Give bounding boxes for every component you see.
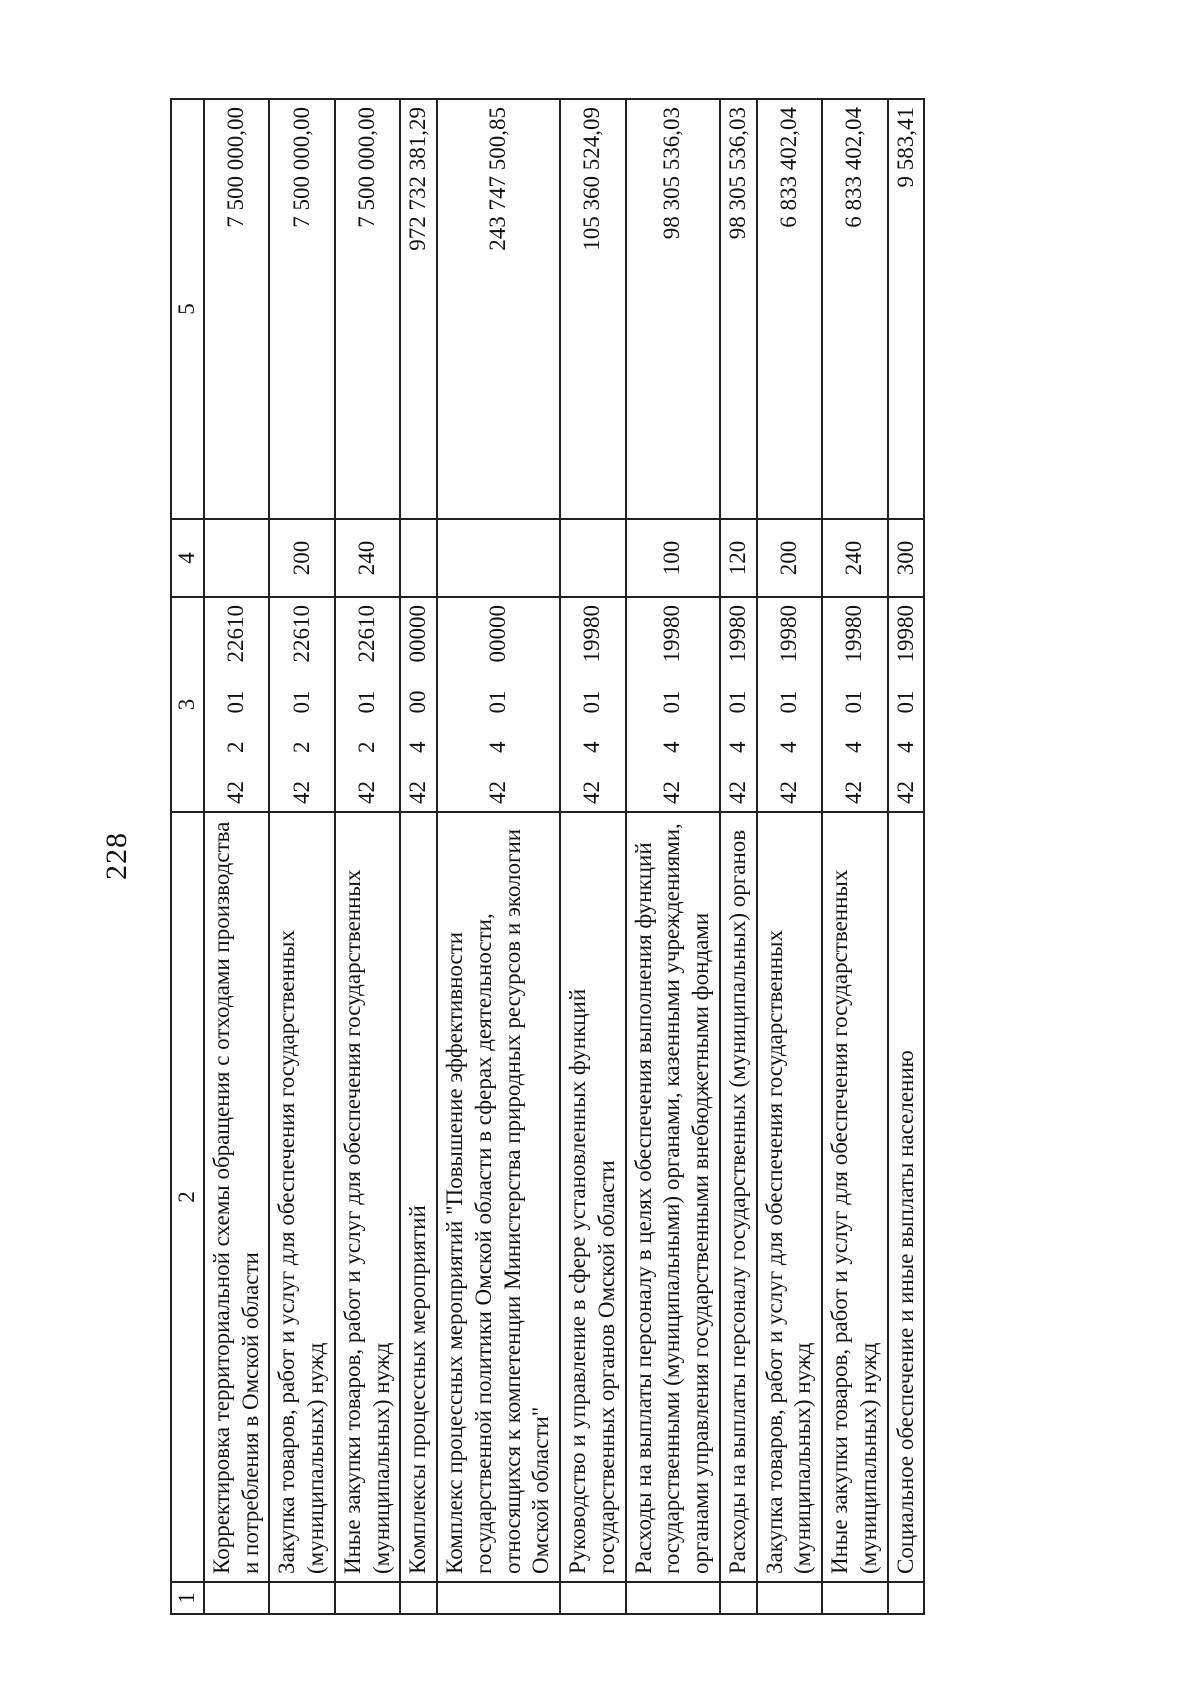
code-part: 22610: [288, 605, 314, 663]
code-part: 42: [485, 781, 511, 804]
code-part: 19980: [775, 605, 801, 663]
code-part: 01: [841, 690, 867, 714]
row-amount: 7 500 000,00: [269, 99, 335, 519]
table-row: [822, 99, 888, 1614]
table-row: [437, 99, 560, 1614]
code-part: 01: [288, 690, 314, 714]
code-part: 19980: [659, 605, 685, 663]
row-code: [822, 597, 888, 812]
row-name: Социальное обеспечение и иные выплаты населению: [888, 812, 925, 1582]
row-name: Закупка товаров, работ и услуг для обеспечения государственных (муниципальных) нужд: [269, 812, 335, 1582]
table-row: [720, 99, 757, 1614]
row-type: 120: [720, 519, 757, 597]
rotated-content: [80, 50, 1080, 1650]
code-part: 42: [724, 781, 750, 804]
code-part: 4: [579, 741, 605, 753]
row-code: [757, 597, 823, 812]
row-name: Расходы на выплаты персоналу в целях обеспечения выполнения функций государственными (муниципальными) органами, казенными учреждениями, органами управления государственными внебюджетными фондами: [626, 812, 720, 1582]
row-marker: [204, 1582, 270, 1614]
page-number: 228: [100, 832, 133, 880]
row-name: Руководство и управление в сфере установленных функций государственных органов Омской области: [560, 812, 626, 1582]
header-col-4: 4: [171, 519, 204, 597]
row-name: Комплексы процессных мероприятий: [400, 812, 437, 1582]
code-part: 42: [579, 781, 605, 804]
code-part: 4: [405, 741, 431, 753]
row-name: Иные закупки товаров, работ и услуг для обеспечения государственных (муниципальных) нужд: [335, 812, 401, 1582]
code-part: 19980: [841, 605, 867, 663]
header-col-2: 2: [171, 812, 204, 1582]
row-type: 200: [269, 519, 335, 597]
code-part: 01: [659, 690, 685, 714]
row-marker: [626, 1582, 720, 1614]
budget-table: [170, 98, 925, 1615]
row-name: Расходы на выплаты персоналу государственных (муниципальных) органов: [720, 812, 757, 1582]
row-code: [269, 597, 335, 812]
row-type: 240: [335, 519, 401, 597]
row-amount: 98 305 536,03: [720, 99, 757, 519]
code-part: 42: [223, 781, 249, 804]
row-marker: [400, 1582, 437, 1614]
code-part: 01: [724, 690, 750, 714]
table-row: [204, 99, 270, 1614]
row-amount: 6 833 402,04: [822, 99, 888, 519]
code-part: 01: [485, 690, 511, 714]
code-part: 01: [892, 690, 918, 714]
code-part: 01: [354, 690, 380, 714]
row-type: [400, 519, 437, 597]
code-part: 4: [892, 741, 918, 753]
code-part: 42: [354, 781, 380, 804]
code-part: 00: [405, 690, 431, 714]
code-part: 22610: [354, 605, 380, 663]
table-row: [560, 99, 626, 1614]
code-part: 42: [659, 781, 685, 804]
code-part: 01: [223, 690, 249, 714]
row-amount: 972 732 381,29: [400, 99, 437, 519]
row-amount: 243 747 500,85: [437, 99, 560, 519]
row-marker: [335, 1582, 401, 1614]
header-col-3: 3: [171, 597, 204, 812]
code-part: 19980: [579, 605, 605, 663]
table-row: [400, 99, 437, 1614]
row-amount: 98 305 536,03: [626, 99, 720, 519]
code-part: 42: [775, 781, 801, 804]
header-col-1: 1: [171, 1582, 204, 1614]
table-header-row: [171, 99, 204, 1614]
row-marker: [437, 1582, 560, 1614]
row-name: Комплекс процессных мероприятий "Повышение эффективности государственной политики Омской области в сферах деятельности, относящихся к компетенции Министерства природных ресурсов и экологии Омской области": [437, 812, 560, 1582]
row-marker: [269, 1582, 335, 1614]
header-col-5: 5: [171, 99, 204, 519]
code-part: 42: [405, 781, 431, 804]
row-type: [204, 519, 270, 597]
code-part: 2: [354, 741, 380, 753]
row-code: [720, 597, 757, 812]
row-code: [400, 597, 437, 812]
table-row: [757, 99, 823, 1614]
code-part: 42: [892, 781, 918, 804]
row-amount: 7 500 000,00: [335, 99, 401, 519]
row-amount: 105 360 524,09: [560, 99, 626, 519]
code-part: 01: [775, 690, 801, 714]
row-type: 100: [626, 519, 720, 597]
row-marker: [757, 1582, 823, 1614]
table-row: [626, 99, 720, 1614]
table-row: [335, 99, 401, 1614]
code-part: 2: [223, 741, 249, 753]
row-type: [560, 519, 626, 597]
code-part: 4: [841, 741, 867, 753]
code-part: 19980: [892, 605, 918, 663]
table-row: [888, 99, 925, 1614]
row-marker: [888, 1582, 925, 1614]
code-part: 22610: [223, 605, 249, 663]
code-part: 2: [288, 741, 314, 753]
table-row: [269, 99, 335, 1614]
row-amount: 6 833 402,04: [757, 99, 823, 519]
row-marker: [822, 1582, 888, 1614]
row-code: [626, 597, 720, 812]
row-name: Иные закупки товаров, работ и услуг для обеспечения государственных (муниципальных) нужд: [822, 812, 888, 1582]
code-part: 19980: [724, 605, 750, 663]
code-part: 00000: [405, 605, 431, 663]
row-amount: 7 500 000,00: [204, 99, 270, 519]
row-marker: [560, 1582, 626, 1614]
row-amount: 9 583,41: [888, 99, 925, 519]
row-type: 300: [888, 519, 925, 597]
row-type: 200: [757, 519, 823, 597]
row-code: [560, 597, 626, 812]
code-part: 4: [775, 741, 801, 753]
row-name: Корректировка территориальной схемы обращения с отходами производства и потребления в Омской области: [204, 812, 270, 1582]
row-type: 240: [822, 519, 888, 597]
row-code: [204, 597, 270, 812]
row-name: Закупка товаров, работ и услуг для обеспечения государственных (муниципальных) нужд: [757, 812, 823, 1582]
code-part: 4: [659, 741, 685, 753]
code-part: 01: [579, 690, 605, 714]
row-code: [335, 597, 401, 812]
row-code: [888, 597, 925, 812]
row-type: [437, 519, 560, 597]
code-part: 4: [724, 741, 750, 753]
code-part: 42: [841, 781, 867, 804]
code-part: 00000: [485, 605, 511, 663]
code-part: 42: [288, 781, 314, 804]
row-marker: [720, 1582, 757, 1614]
code-part: 4: [485, 741, 511, 753]
row-code: [437, 597, 560, 812]
